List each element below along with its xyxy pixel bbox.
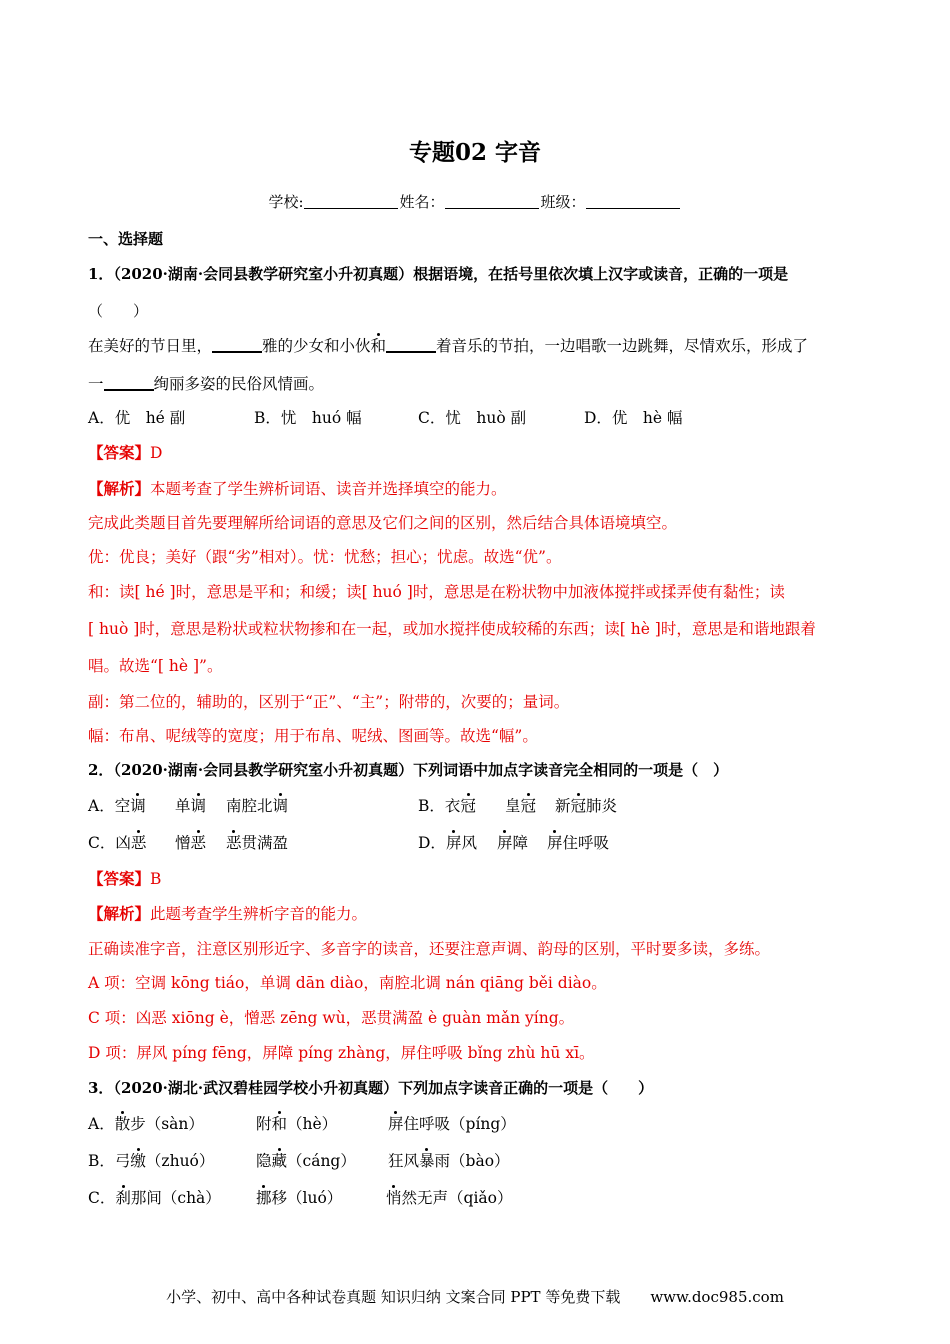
analysis-text: 完成此类题目首先要理解所给词语的意思及它们之间的区别，然后结合具体语境填空。	[88, 514, 678, 532]
question-1-body-line1: 在美好的节日里， 雅的少女和小伙和 着音乐的节拍，一边唱歌一边跳舞，尽情欢乐，形成了	[88, 337, 809, 355]
answer-line	[88, 867, 161, 889]
question-1-body-line2: 一 绚丽多姿的民俗风情画。	[88, 375, 325, 393]
option-d-word-3: 屏住呼吸	[547, 834, 610, 852]
option-a-word-2: 单调	[175, 797, 207, 815]
option-c: C．刹那间（chà）	[88, 1189, 221, 1207]
analysis-text: C 项：凶恶 xiōng è，憎恶 zēng wù，恶贯满盈 è guàn mǎn yíng。	[88, 1009, 575, 1027]
analysis-text: 副：第二位的，辅助的，区别于“正”、“主”；附带的，次要的；量词。	[88, 693, 570, 711]
school-field[interactable]	[304, 194, 398, 209]
option-a: A．空调	[88, 797, 146, 815]
analysis-text: 幅：布帛、呢绒等的宽度；用于布帛、呢绒、图画等。故选“幅”。	[88, 727, 538, 745]
question-text: （2020·湖南·会同县教学研究室小升初真题）下列词语中加点字读音完全相同的一项是（ ）	[113, 761, 729, 779]
question-number: 2．	[88, 761, 114, 779]
option-c: C．忧 huò 副	[418, 409, 527, 427]
question-1-stem	[88, 263, 788, 284]
question-2-stem	[88, 759, 728, 780]
analysis-text: 优：优良；美好（跟“劣”相对）。忧：忧愁；担心；忧虑。故选“优”。	[88, 548, 562, 566]
option-b-word-2: 皇冠	[505, 797, 537, 815]
fill-blank	[386, 337, 436, 353]
analysis-label: 【解析】	[88, 904, 151, 923]
option-d: D．优 hè 幅	[584, 409, 683, 427]
page-title: 专题02 字音	[408, 139, 541, 166]
option-c-word-3: 恶贯满盈	[226, 834, 289, 852]
class-field[interactable]	[586, 194, 680, 209]
option-c-word-2: 挪移（luó）	[256, 1189, 343, 1207]
dotted-char: 和	[370, 337, 387, 355]
option-a-word-2: 附和（hè）	[256, 1115, 338, 1133]
question-text: （2020·湖北·武汉碧桂园学校小升初真题）下列加点字读音正确的一项是（ ）	[113, 1079, 654, 1097]
option-b-word-2: 隐藏（cáng）	[256, 1152, 356, 1170]
question-text: （2020·湖南·会同县教学研究室小升初真题）根据语境，在括号里依次填上汉字或读音，正确的一项是	[113, 265, 789, 283]
school-label: 学校:	[268, 193, 304, 211]
option-a-word-3: 南腔北调	[226, 797, 289, 815]
analysis-line: 【解析】此题考查学生辨析字音的能力。	[88, 904, 368, 923]
analysis-text: 正确读准字音，注意区别形近字、多音字的读音，还要注意声调、韵母的区别，平时要多读，多练。	[88, 940, 771, 958]
name-field[interactable]	[445, 194, 539, 209]
student-info-line	[0, 191, 950, 212]
class-label: 班级：	[540, 193, 586, 211]
option-a: A．散步（sàn）	[88, 1115, 204, 1133]
option-b: B．忧 huó 幅	[254, 409, 362, 427]
option-d: D．屏风	[418, 834, 477, 852]
option-b: B．衣冠	[418, 797, 476, 815]
analysis-text: D 项：屏风 píng fēng，屏障 píng zhàng，屏住呼吸 bǐng zhù hū xī。	[88, 1044, 595, 1062]
analysis-text: 和：读[ hé ]时，意思是平和；和缓；读[ huó ]时，意思是在粉状物中加液体搅拌或揉弄使有黏性；读	[88, 583, 785, 601]
question-3-stem	[88, 1077, 653, 1098]
option-b-word-3: 狂风暴雨（bào）	[388, 1152, 510, 1170]
option-c-word-3: 悄然无声（qiǎo）	[386, 1189, 513, 1207]
option-b-word-3: 新冠肺炎	[555, 797, 618, 815]
answer-value: D	[150, 444, 163, 462]
question-1-paren: （ ）	[88, 302, 149, 320]
answer-line	[88, 441, 162, 463]
analysis-text: 唱。故选“[ hè ]”。	[88, 657, 223, 675]
answer-label: 【答案】	[88, 443, 151, 462]
analysis-text: [ huò ]时，意思是粉状或粒状物掺和在一起，或加水搅拌使成较稀的东西；读[ hè ]时，意思是和谐地跟着	[88, 620, 816, 638]
analysis-line: 【解析】本题考查了学生辨析词语、读音并选择填空的能力。	[88, 479, 507, 498]
section-heading: 一、选择题	[88, 230, 164, 248]
footer-text: 小学、初中、高中各种试卷真题 知识归纳 文案合同 PPT 等免费下载 www.doc985.com	[166, 1288, 784, 1306]
answer-label: 【答案】	[88, 869, 151, 888]
question-number: 3．	[88, 1079, 114, 1097]
analysis-label: 【解析】	[88, 479, 151, 498]
answer-value: B	[150, 870, 162, 888]
option-b: B．弓缴（zhuó）	[88, 1152, 215, 1170]
fill-blank	[212, 337, 262, 353]
fill-blank	[104, 375, 154, 391]
option-c: C．凶恶	[88, 834, 147, 852]
option-a: A．优 hé 副	[88, 409, 186, 427]
question-number: 1．	[88, 265, 114, 283]
name-label: 姓名：	[399, 193, 445, 211]
option-c-word-2: 憎恶	[175, 834, 207, 852]
analysis-text: A 项：空调 kōng tiáo，单调 dān diào，南腔北调 nán qiāng běi diào。	[88, 974, 607, 992]
option-a-word-3: 屏住呼吸（píng）	[388, 1115, 516, 1133]
option-d-word-2: 屏障	[497, 834, 529, 852]
